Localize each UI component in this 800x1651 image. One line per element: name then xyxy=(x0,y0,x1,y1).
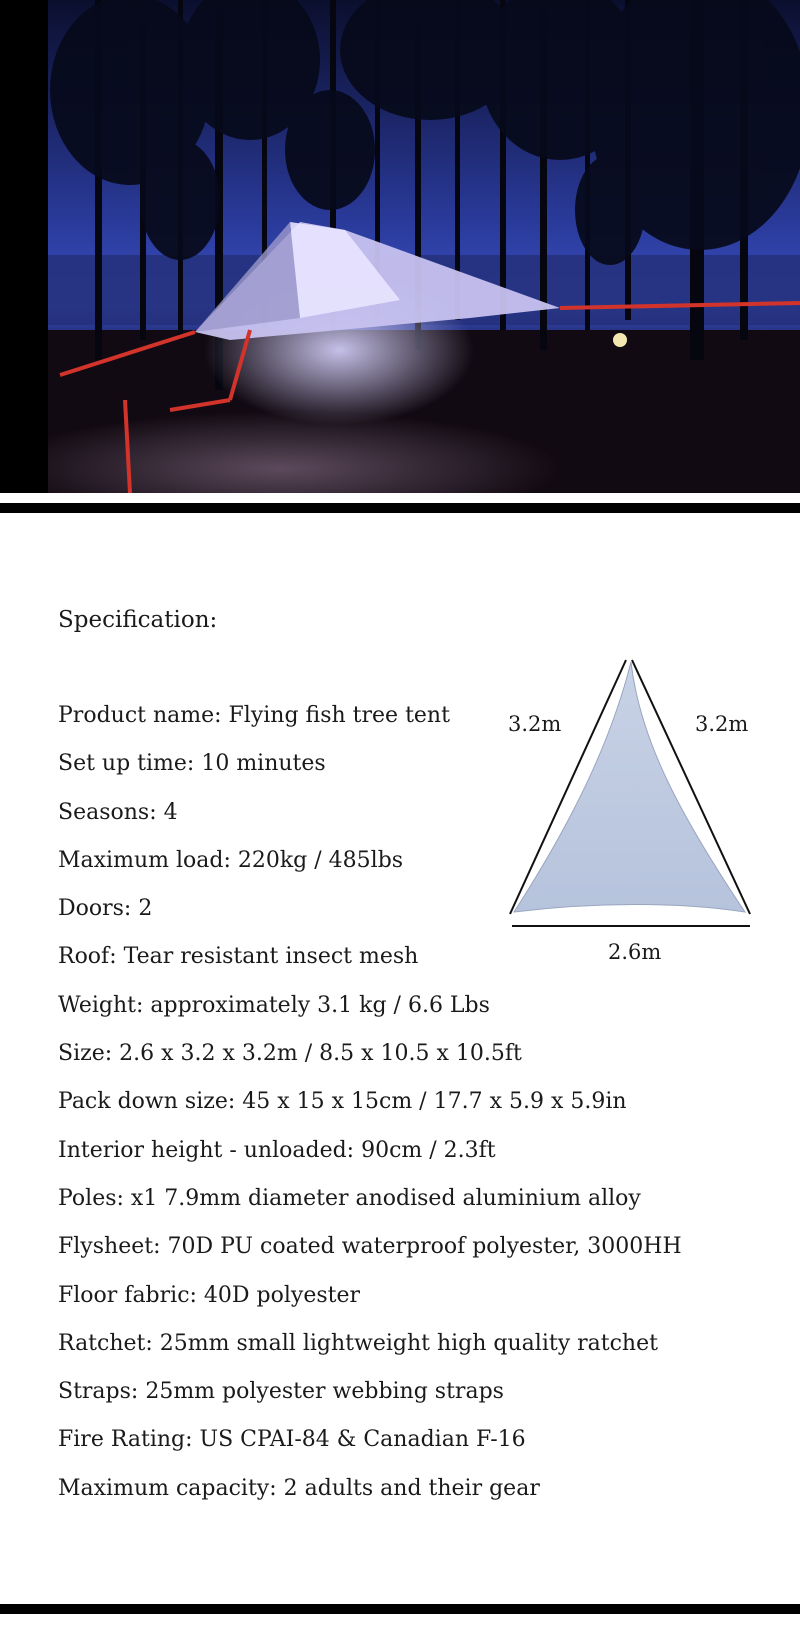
spec-item: Floor fabric: 40D polyester xyxy=(58,1282,361,1308)
specification-title: Specification: xyxy=(58,607,218,633)
spec-item: Straps: 25mm polyester webbing straps xyxy=(58,1379,504,1405)
spec-item: Size: 2.6 x 3.2 x 3.2m / 8.5 x 10.5 x 10.5ft xyxy=(58,1041,522,1067)
spec-item: Ratchet: 25mm small lightweight high quality ratchet xyxy=(58,1330,658,1356)
spec-item: Seasons: 4 xyxy=(58,799,178,825)
spec-item: Maximum load: 220kg / 485lbs xyxy=(58,847,404,873)
night-forest-scene xyxy=(0,0,800,493)
top-divider xyxy=(0,503,800,513)
spec-item: Fire Rating: US CPAI-84 & Canadian F-16 xyxy=(58,1427,526,1453)
bottom-divider xyxy=(0,1604,800,1614)
spec-item: Doors: 2 xyxy=(58,896,153,922)
base-label: 2.6m xyxy=(608,940,662,964)
spec-item: Product name: Flying fish tree tent xyxy=(58,703,450,728)
spec-item: Maximum capacity: 2 adults and their gear xyxy=(58,1475,540,1501)
right-side-label: 3.2m xyxy=(695,712,749,736)
hero-photo xyxy=(0,0,800,493)
spec-item: Weight: approximately 3.1 kg / 6.6 Lbs xyxy=(58,992,490,1018)
spec-item: Flysheet: 70D PU coated waterproof polyester, 3000HH xyxy=(58,1234,682,1260)
spec-item: Pack down size: 45 x 15 x 15cm / 17.7 x 5.9 x 5.9in xyxy=(58,1089,627,1115)
triangle-tent-shape xyxy=(500,650,770,980)
spec-item: Interior height - unloaded: 90cm / 2.3ft xyxy=(58,1137,496,1163)
spec-item: Set up time: 10 minutes xyxy=(58,751,326,777)
spec-item: Poles: x1 7.9mm diameter anodised aluminium alloy xyxy=(58,1185,641,1211)
tent-dimension-diagram xyxy=(500,650,770,980)
left-side-label: 3.2m xyxy=(508,712,562,736)
spec-item: Roof: Tear resistant insect mesh xyxy=(58,944,419,970)
